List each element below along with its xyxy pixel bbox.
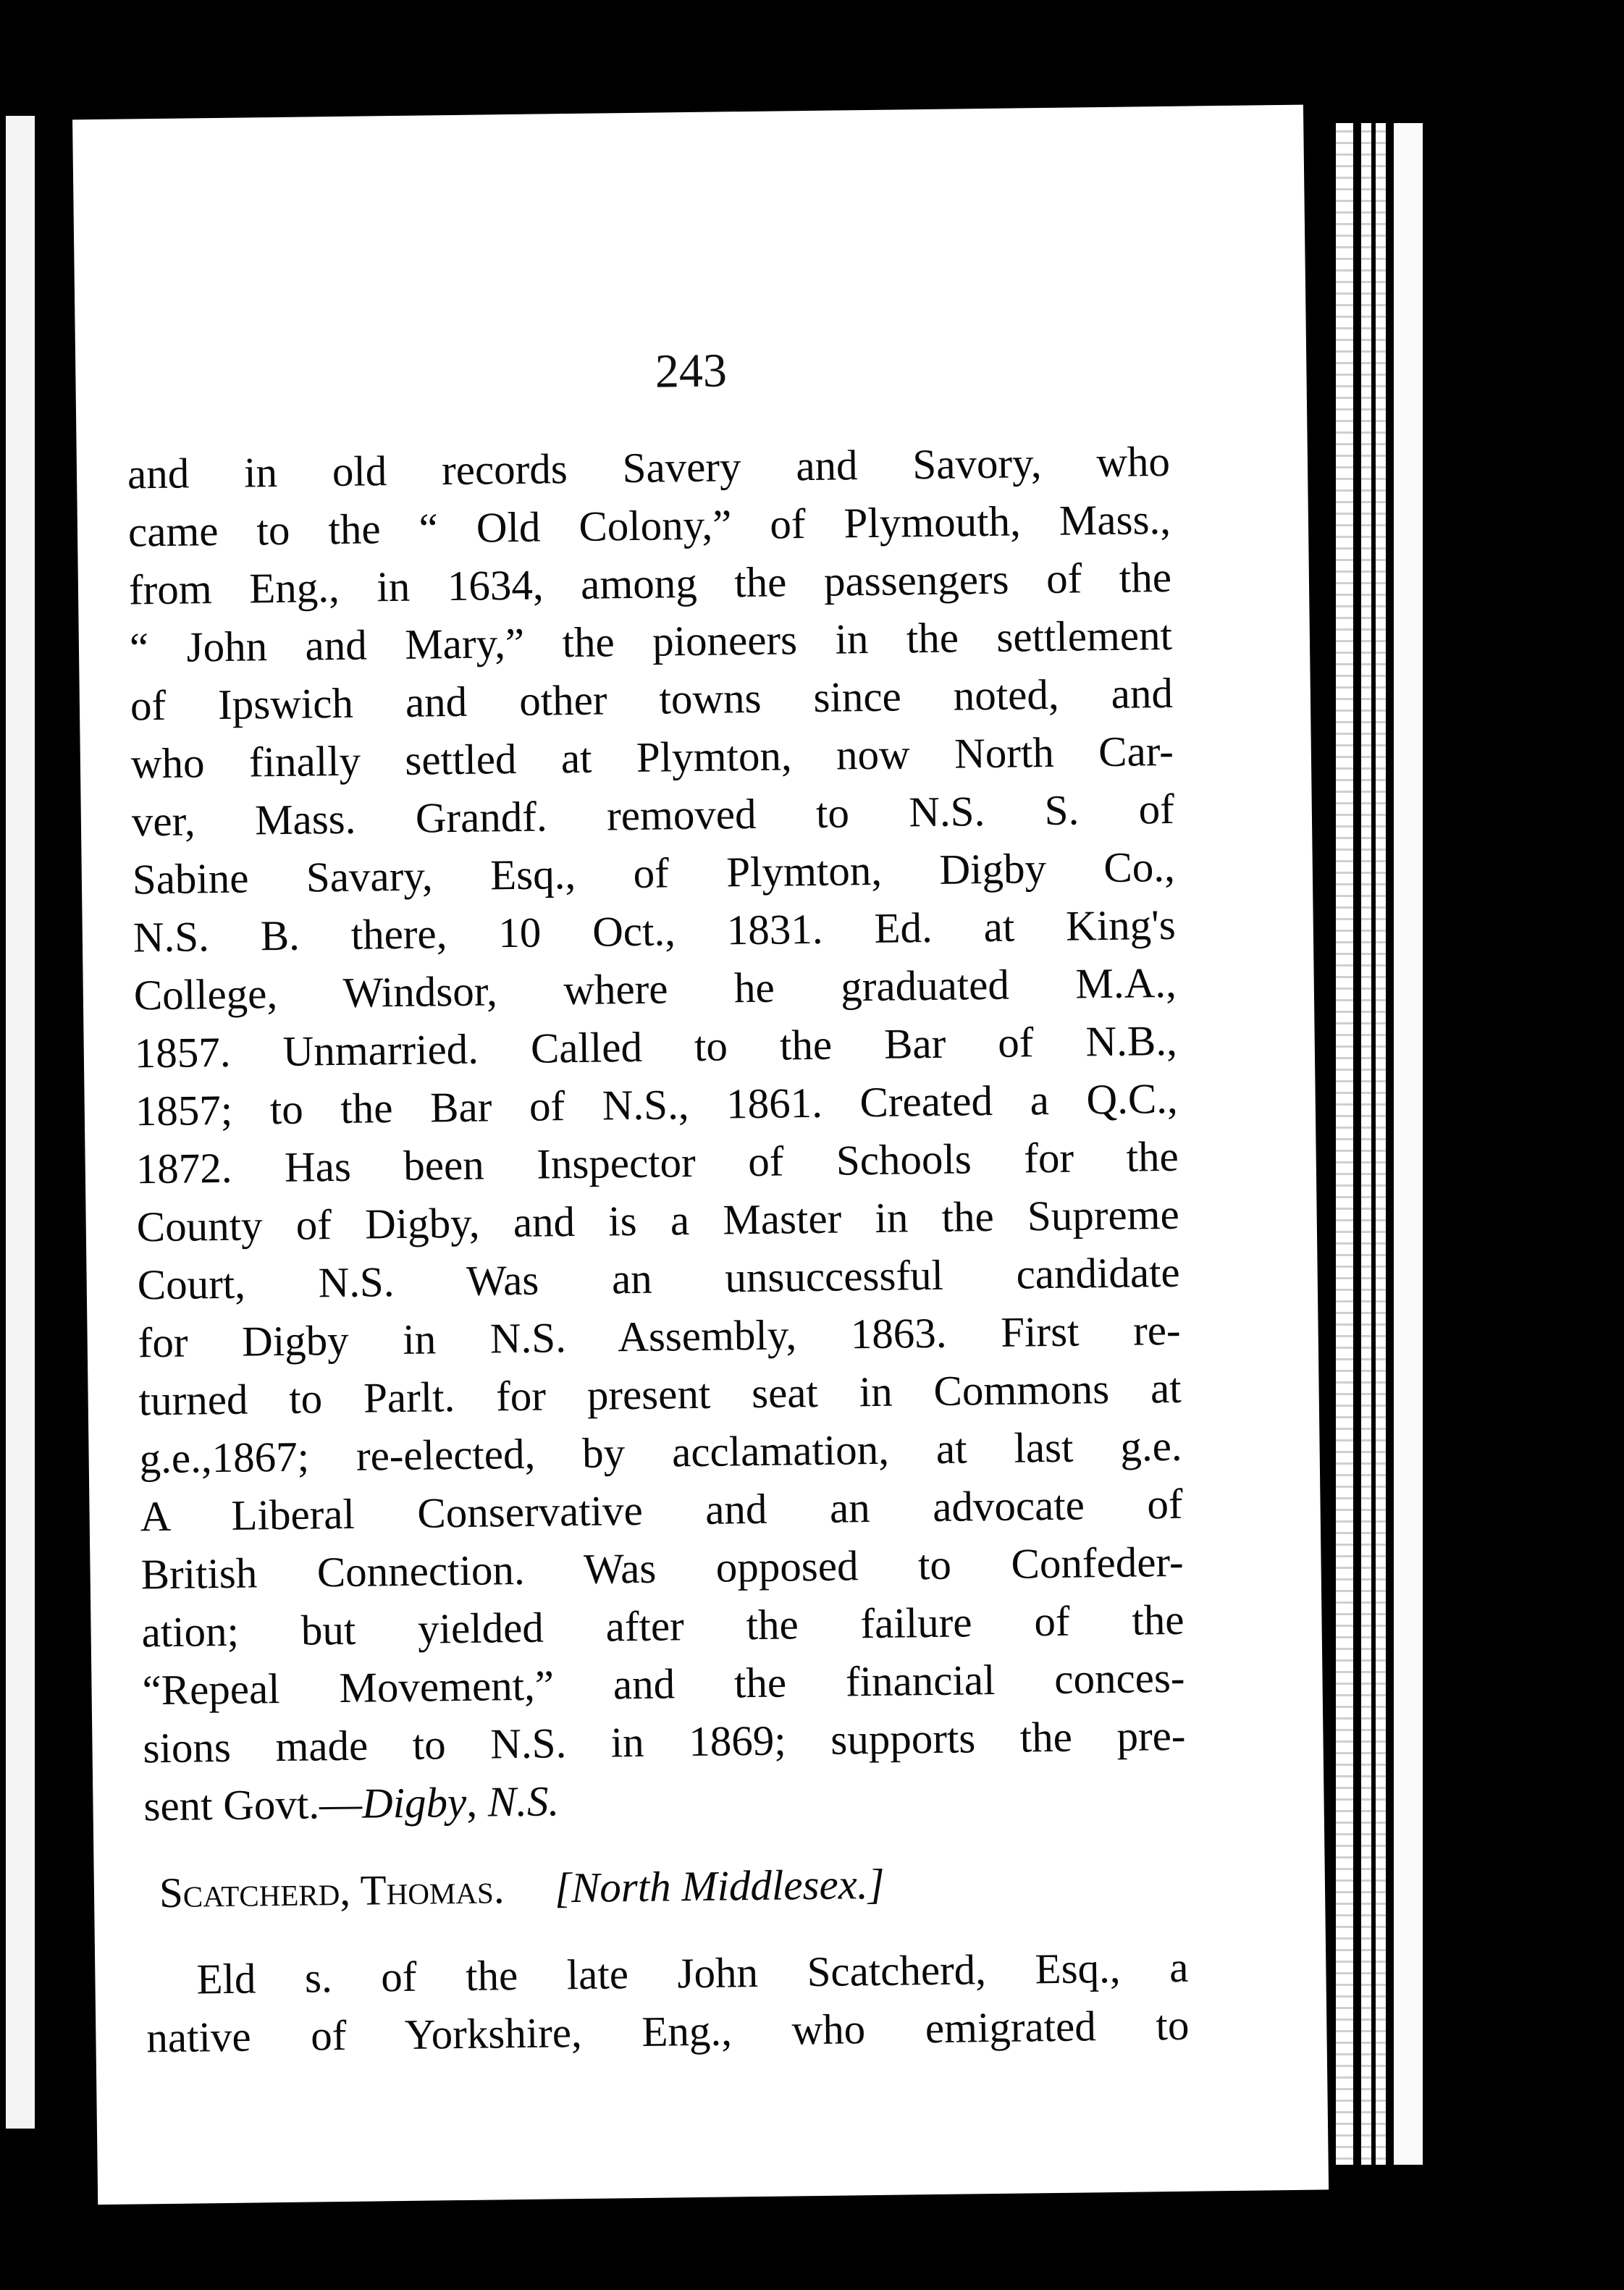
entry-name: Scatcherd, Thomas. [159,1864,505,1917]
page-stack-edge [1376,123,1386,2165]
text-line: turned to Parlt. for present seat in Commons at [138,1363,1182,1425]
biography-text [127,432,1187,1835]
page-stack-edge [1336,123,1353,2165]
residence-place: Digby [361,1777,467,1827]
text-line: ver, Mass. Grandf. removed to N.S. S. of [131,784,1175,846]
text-line: came to the “ Old Colony,” of Plymouth, Mass., [127,494,1171,556]
text-line: from Eng., in 1634, among the passengers of the [128,552,1172,614]
text-line: “Repeal Movement,” and the financial conces- [142,1653,1185,1714]
text-line: for Digby in N.S. Assembly, 1863. First re- [138,1305,1182,1367]
text-line: who finally settled at Plymton, now North Car- [130,726,1174,788]
entry-heading [159,1851,1173,1921]
text-line: Court, N.S. Was an unsuccessful candidate [137,1247,1181,1309]
text-line: g.e.,1867; re-elected, by acclamation, at last g.e. [139,1421,1182,1483]
text-line: N.S. B. there, 10 Oct., 1831. Ed. at King's [132,900,1177,961]
entry-constituency: [North Middlesex.] [554,1859,885,1912]
book-left-edge [6,116,35,2129]
text-line: College, Windsor, where he graduated M.A., [133,958,1177,1019]
text-line: native of Yorkshire, Eng., who emigrated to [146,2000,1190,2062]
text-line: “ John and Mary,” the pioneers in the settlement [129,610,1173,672]
text-line: British Connection. Was opposed to Confeder- [140,1537,1184,1599]
residence-separator: , [466,1777,489,1826]
page-number: 243 [655,344,728,398]
text-line: 1857. Unmarried. Called to the Bar of N.B., [134,1016,1178,1077]
text-line: and in old records Savery and Savory, who [127,437,1171,498]
closing-prefix: sent Govt.— [143,1779,363,1830]
text-line: County of Digby, and is a Master in the Supreme [136,1190,1180,1251]
entry-text [146,1938,1190,2067]
text-line: ation; but yielded after the failure of the [141,1595,1185,1657]
residence-province: N.S. [487,1777,560,1826]
text-line: Sabine Savary, Esq., of Plymton, Digby Co., [132,842,1176,904]
text-line: of Ipswich and other towns since noted, and [130,668,1174,730]
book-right-edge [1394,123,1423,2165]
text-line: A Liberal Conservative and an advocate of [140,1479,1183,1541]
text-line: 1872. Has been Inspector of Schools for the [135,1132,1179,1193]
text-line-closing [143,1764,1187,1835]
text-line: 1857; to the Bar of N.S., 1861. Created a Q.C., [135,1074,1179,1135]
text-line: sions made to N.S. in 1869; supports the pre- [143,1711,1186,1772]
page-stack-edge [1361,123,1371,2165]
text-line: Eld s. of the late John Scatcherd, Esq., a [196,1942,1189,2003]
book-page [72,105,1329,2205]
